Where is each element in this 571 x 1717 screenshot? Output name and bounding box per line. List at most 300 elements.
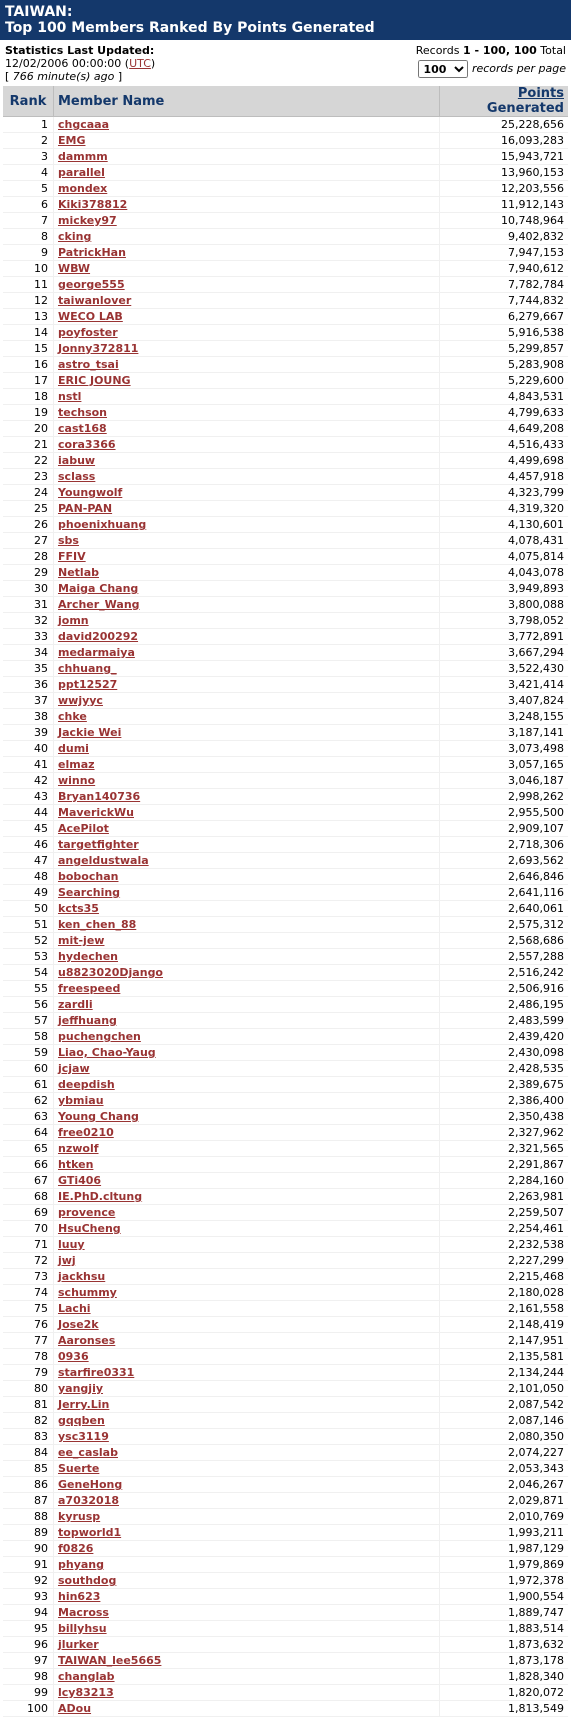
table-header-row	[3, 86, 568, 117]
member-name-cell	[54, 165, 440, 181]
member-link[interactable]: taiwanlover	[58, 294, 132, 307]
table-row	[3, 357, 568, 373]
points-cell: 7,947,153	[440, 245, 569, 261]
member-link[interactable]: cora3366	[58, 438, 116, 451]
member-link[interactable]: Jerry.Lin	[58, 1398, 110, 1411]
member-link[interactable]: chgcaaa	[58, 118, 110, 131]
table-row	[3, 1685, 568, 1701]
rank-cell: 100	[3, 1701, 54, 1717]
member-name-cell	[54, 213, 440, 229]
member-link[interactable]: Kiki378812	[58, 198, 128, 211]
member-link[interactable]: Jackie Wei	[58, 726, 122, 739]
member-name-cell	[54, 1077, 440, 1093]
member-link[interactable]: parallel	[58, 166, 105, 179]
member-link[interactable]: sbs	[58, 534, 79, 547]
member-link[interactable]: htken	[58, 1158, 94, 1171]
member-link[interactable]: gqqben	[58, 1414, 105, 1427]
points-cell: 2,998,262	[440, 789, 569, 805]
member-link[interactable]: kyrusp	[58, 1510, 101, 1523]
member-link[interactable]: 0936	[58, 1350, 89, 1363]
table-row	[3, 229, 568, 245]
rank-cell: 80	[3, 1381, 54, 1397]
member-name-cell	[54, 197, 440, 213]
table-row	[3, 1013, 568, 1029]
member-link[interactable]: phoenixhuang	[58, 518, 147, 531]
member-name-cell	[54, 229, 440, 245]
points-cell: 5,229,600	[440, 373, 569, 389]
rank-cell: 23	[3, 469, 54, 485]
rank-cell: 29	[3, 565, 54, 581]
table-row	[3, 1365, 568, 1381]
table-row	[3, 1669, 568, 1685]
member-name-cell	[54, 981, 440, 997]
per-page-select[interactable]	[418, 60, 468, 78]
table-row	[3, 901, 568, 917]
rank-cell: 41	[3, 757, 54, 773]
table-row	[3, 965, 568, 981]
rank-cell: 69	[3, 1205, 54, 1221]
member-name-cell	[54, 1317, 440, 1333]
rank-cell: 99	[3, 1685, 54, 1701]
member-link[interactable]: jcjaw	[58, 1062, 90, 1075]
member-name-cell	[54, 485, 440, 501]
points-cell: 2,646,846	[440, 869, 569, 885]
rank-cell: 67	[3, 1173, 54, 1189]
table-row	[3, 725, 568, 741]
rank-cell: 96	[3, 1637, 54, 1653]
rank-cell: 15	[3, 341, 54, 357]
points-cell: 2,148,419	[440, 1317, 569, 1333]
rank-cell: 62	[3, 1093, 54, 1109]
points-cell: 7,782,784	[440, 277, 569, 293]
points-cell: 2,215,468	[440, 1269, 569, 1285]
member-link[interactable]: starfire0331	[58, 1366, 135, 1379]
points-cell: 3,667,294	[440, 645, 569, 661]
member-link[interactable]: hydechen	[58, 950, 118, 963]
table-row	[3, 565, 568, 581]
minutes-ago-value: 766 minute(s) ago	[12, 70, 115, 83]
rank-cell: 6	[3, 197, 54, 213]
member-link[interactable]: ppt12527	[58, 678, 118, 691]
member-link[interactable]: poyfoster	[58, 326, 118, 339]
member-name-cell	[54, 1701, 440, 1717]
last-updated	[5, 44, 155, 83]
table-row	[3, 581, 568, 597]
member-link[interactable]: ysc3119	[58, 1430, 109, 1443]
member-link[interactable]: FFIV	[58, 550, 86, 563]
member-link[interactable]: zardli	[58, 998, 93, 1011]
rank-cell: 49	[3, 885, 54, 901]
table-row	[3, 693, 568, 709]
rank-cell: 82	[3, 1413, 54, 1429]
table-row	[3, 1301, 568, 1317]
member-link[interactable]: jlurker	[58, 1638, 99, 1651]
table-row	[3, 1269, 568, 1285]
member-link[interactable]: phyang	[58, 1558, 105, 1571]
table-row	[3, 1621, 568, 1637]
rank-cell: 94	[3, 1605, 54, 1621]
points-cell: 2,641,116	[440, 885, 569, 901]
member-name-cell	[54, 645, 440, 661]
member-link[interactable]: Jose2k	[58, 1318, 99, 1331]
member-link[interactable]: MaverickWu	[58, 806, 134, 819]
member-link[interactable]: provence	[58, 1206, 116, 1219]
rank-cell: 61	[3, 1077, 54, 1093]
rank-cell: 12	[3, 293, 54, 309]
member-link[interactable]: u8823020Django	[58, 966, 163, 979]
sort-points-link[interactable]: Points	[517, 86, 564, 101]
rank-cell: 95	[3, 1621, 54, 1637]
member-link[interactable]: jackhsu	[58, 1270, 106, 1283]
table-row	[3, 629, 568, 645]
points-cell: 2,227,299	[440, 1253, 569, 1269]
member-name-cell	[54, 1205, 440, 1221]
member-link[interactable]: iabuw	[58, 454, 96, 467]
rank-cell: 57	[3, 1013, 54, 1029]
points-cell: 1,873,178	[440, 1653, 569, 1669]
member-link[interactable]: GTi406	[58, 1174, 102, 1187]
table-row	[3, 597, 568, 613]
table-row	[3, 517, 568, 533]
points-cell: 1,987,129	[440, 1541, 569, 1557]
member-name-cell	[54, 1333, 440, 1349]
points-cell: 3,949,893	[440, 581, 569, 597]
points-cell: 2,718,306	[440, 837, 569, 853]
points-cell: 13,960,153	[440, 165, 569, 181]
member-link[interactable]: medarmaiya	[58, 646, 135, 659]
member-link[interactable]: Jonny372811	[58, 342, 139, 355]
rank-cell: 48	[3, 869, 54, 885]
table-row	[3, 389, 568, 405]
member-name-cell	[54, 1653, 440, 1669]
points-cell: 4,319,320	[440, 501, 569, 517]
table-row	[3, 437, 568, 453]
member-link[interactable]: hin623	[58, 1590, 101, 1603]
points-cell: 4,323,799	[440, 485, 569, 501]
rank-cell: 84	[3, 1445, 54, 1461]
points-cell: 1,889,747	[440, 1605, 569, 1621]
points-cell: 2,506,916	[440, 981, 569, 997]
member-name-cell	[54, 677, 440, 693]
rank-cell: 44	[3, 805, 54, 821]
member-link[interactable]: ERIC JOUNG	[58, 374, 131, 387]
points-cell: 2,483,599	[440, 1013, 569, 1029]
member-link[interactable]: AcePilot	[58, 822, 109, 835]
member-name-cell	[54, 1621, 440, 1637]
table-row	[3, 133, 568, 149]
table-row	[3, 1509, 568, 1525]
member-name-cell	[54, 629, 440, 645]
table-row	[3, 1477, 568, 1493]
member-name-cell	[54, 1685, 440, 1701]
points-cell: 2,439,420	[440, 1029, 569, 1045]
table-row	[3, 1637, 568, 1653]
rank-cell: 28	[3, 549, 54, 565]
rank-cell: 54	[3, 965, 54, 981]
points-cell: 2,087,146	[440, 1413, 569, 1429]
member-link[interactable]: HsuCheng	[58, 1222, 121, 1235]
member-link[interactable]: lcy83213	[58, 1686, 114, 1699]
points-cell: 2,074,227	[440, 1445, 569, 1461]
rank-cell: 74	[3, 1285, 54, 1301]
rank-cell: 38	[3, 709, 54, 725]
records-count	[416, 44, 566, 57]
table-row	[3, 1445, 568, 1461]
member-link[interactable]: mit-jew	[58, 934, 105, 947]
rank-cell: 93	[3, 1589, 54, 1605]
rank-cell: 19	[3, 405, 54, 421]
member-link[interactable]: david200292	[58, 630, 139, 643]
points-cell: 4,499,698	[440, 453, 569, 469]
member-name-cell	[54, 1013, 440, 1029]
member-link[interactable]: Archer_Wang	[58, 598, 140, 611]
member-link[interactable]: Suerte	[58, 1462, 100, 1475]
member-name-cell	[54, 1125, 440, 1141]
table-row	[3, 533, 568, 549]
member-link[interactable]: wwjyyc	[58, 694, 103, 707]
table-row	[3, 821, 568, 837]
member-name-cell	[54, 533, 440, 549]
member-link[interactable]: southdog	[58, 1574, 117, 1587]
column-header-points-rest: Generated	[486, 101, 564, 116]
rank-cell: 89	[3, 1525, 54, 1541]
member-link[interactable]: ADou	[58, 1702, 92, 1715]
points-cell: 2,284,160	[440, 1173, 569, 1189]
member-name-cell	[54, 1253, 440, 1269]
rank-cell: 9	[3, 245, 54, 261]
member-name-cell	[54, 1301, 440, 1317]
rank-cell: 34	[3, 645, 54, 661]
member-link[interactable]: freespeed	[58, 982, 121, 995]
member-link[interactable]: Young Chang	[58, 1110, 139, 1123]
table-row	[3, 789, 568, 805]
member-name-cell	[54, 661, 440, 677]
member-name-cell	[54, 1669, 440, 1685]
member-link[interactable]: a7032018	[58, 1494, 119, 1507]
member-link[interactable]: schummy	[58, 1286, 117, 1299]
table-row	[3, 1125, 568, 1141]
table-row	[3, 421, 568, 437]
points-cell: 2,254,461	[440, 1221, 569, 1237]
rank-cell: 56	[3, 997, 54, 1013]
member-link[interactable]: Lachi	[58, 1302, 91, 1315]
member-name-cell	[54, 1173, 440, 1189]
member-link[interactable]: nstl	[58, 390, 82, 403]
member-link[interactable]: IE.PhD.cltung	[58, 1190, 143, 1203]
member-name-cell	[54, 325, 440, 341]
member-name-cell	[54, 1637, 440, 1653]
member-link[interactable]: Macross	[58, 1606, 109, 1619]
member-name-cell	[54, 501, 440, 517]
member-link[interactable]: george555	[58, 278, 125, 291]
member-link[interactable]: ee_caslab	[58, 1446, 118, 1459]
table-row	[3, 1189, 568, 1205]
column-header-member-name: Member Name	[54, 86, 440, 117]
member-link[interactable]: free0210	[58, 1126, 114, 1139]
points-cell: 2,955,500	[440, 805, 569, 821]
member-link[interactable]: sclass	[58, 470, 96, 483]
member-name-cell	[54, 917, 440, 933]
member-name-cell	[54, 597, 440, 613]
member-link[interactable]: ybmiau	[58, 1094, 104, 1107]
table-row	[3, 1605, 568, 1621]
member-name-cell	[54, 1237, 440, 1253]
member-name-cell	[54, 1493, 440, 1509]
points-cell: 2,029,871	[440, 1493, 569, 1509]
member-link[interactable]: PatrickHan	[58, 246, 126, 259]
points-cell: 3,522,430	[440, 661, 569, 677]
table-row	[3, 1573, 568, 1589]
member-link[interactable]: astro_tsai	[58, 358, 119, 371]
member-link[interactable]: jwj	[58, 1254, 76, 1267]
table-row	[3, 1029, 568, 1045]
member-link[interactable]: nzwolf	[58, 1142, 99, 1155]
rank-cell: 86	[3, 1477, 54, 1493]
member-link[interactable]: cast168	[58, 422, 107, 435]
member-name-cell	[54, 1157, 440, 1173]
member-name-cell	[54, 1061, 440, 1077]
member-name-cell	[54, 1525, 440, 1541]
member-link[interactable]: jomn	[58, 614, 89, 627]
column-header-rank: Rank	[3, 86, 54, 117]
table-row	[3, 197, 568, 213]
table-row	[3, 757, 568, 773]
records-info	[416, 44, 566, 78]
member-name-cell	[54, 565, 440, 581]
rank-cell: 2	[3, 133, 54, 149]
rank-cell: 70	[3, 1221, 54, 1237]
points-cell: 3,248,155	[440, 709, 569, 725]
member-link[interactable]: Bryan140736	[58, 790, 141, 803]
member-name-cell	[54, 133, 440, 149]
points-cell: 2,327,962	[440, 1125, 569, 1141]
rank-cell: 75	[3, 1301, 54, 1317]
member-link[interactable]: Liao, Chao-Yaug	[58, 1046, 156, 1059]
table-row	[3, 885, 568, 901]
member-link[interactable]: Youngwolf	[58, 486, 123, 499]
member-name-cell	[54, 821, 440, 837]
member-link[interactable]: f0826	[58, 1542, 94, 1555]
member-link[interactable]: jeffhuang	[58, 1014, 117, 1027]
member-name-cell	[54, 997, 440, 1013]
member-link[interactable]: WECO LAB	[58, 310, 123, 323]
member-name-cell	[54, 613, 440, 629]
rank-cell: 83	[3, 1429, 54, 1445]
member-name-cell	[54, 933, 440, 949]
points-cell: 1,883,514	[440, 1621, 569, 1637]
member-link[interactable]: bobochan	[58, 870, 119, 883]
table-row	[3, 1173, 568, 1189]
points-cell: 2,135,581	[440, 1349, 569, 1365]
member-link[interactable]: luuy	[58, 1238, 85, 1251]
table-row	[3, 1397, 568, 1413]
table-row	[3, 709, 568, 725]
member-link[interactable]: puchengchen	[58, 1030, 141, 1043]
member-link[interactable]: Maiga Chang	[58, 582, 139, 595]
member-link[interactable]: EMG	[58, 134, 86, 147]
member-link[interactable]: GeneHong	[58, 1478, 123, 1491]
points-cell: 3,800,088	[440, 597, 569, 613]
member-link[interactable]: ken_chen_88	[58, 918, 137, 931]
member-link[interactable]: yangjiy	[58, 1382, 104, 1395]
points-cell: 1,993,211	[440, 1525, 569, 1541]
member-link[interactable]: chke	[58, 710, 87, 723]
points-cell: 6,279,667	[440, 309, 569, 325]
points-cell: 3,046,187	[440, 773, 569, 789]
member-link[interactable]: changlab	[58, 1670, 115, 1683]
points-cell: 2,428,535	[440, 1061, 569, 1077]
member-link[interactable]: Aaronses	[58, 1334, 116, 1347]
member-name-cell	[54, 1029, 440, 1045]
member-link[interactable]: dammm	[58, 150, 108, 163]
page-title	[0, 0, 571, 40]
datetime-value: 12/02/2006 00:00:00	[5, 57, 122, 70]
utc-link[interactable]: UTC	[129, 57, 151, 70]
rank-cell: 65	[3, 1141, 54, 1157]
member-link[interactable]: deepdish	[58, 1078, 115, 1091]
member-name-cell	[54, 1189, 440, 1205]
member-link[interactable]: cking	[58, 230, 92, 243]
member-link[interactable]: kcts35	[58, 902, 99, 915]
member-name-cell	[54, 245, 440, 261]
member-name-cell	[54, 773, 440, 789]
points-cell: 2,147,951	[440, 1333, 569, 1349]
member-link[interactable]: elmaz	[58, 758, 95, 771]
member-link[interactable]: WBW	[58, 262, 91, 275]
rank-cell: 60	[3, 1061, 54, 1077]
points-cell: 5,283,908	[440, 357, 569, 373]
points-cell: 1,828,340	[440, 1669, 569, 1685]
rank-cell: 30	[3, 581, 54, 597]
points-cell: 2,087,542	[440, 1397, 569, 1413]
member-link[interactable]: chhuang_	[58, 662, 117, 675]
member-name-cell	[54, 1445, 440, 1461]
rank-cell: 63	[3, 1109, 54, 1125]
points-cell: 7,744,832	[440, 293, 569, 309]
points-cell: 2,321,565	[440, 1141, 569, 1157]
points-cell: 2,259,507	[440, 1205, 569, 1221]
member-link[interactable]: techson	[58, 406, 108, 419]
member-link[interactable]: topworld1	[58, 1526, 122, 1539]
member-link[interactable]: billyhsu	[58, 1622, 107, 1635]
member-link[interactable]: Searching	[58, 886, 121, 899]
table-row	[3, 1205, 568, 1221]
rank-cell: 88	[3, 1509, 54, 1525]
rank-cell: 32	[3, 613, 54, 629]
member-link[interactable]: targetfighter	[58, 838, 139, 851]
table-row	[3, 837, 568, 853]
member-link[interactable]: angeldustwala	[58, 854, 149, 867]
points-cell: 11,912,143	[440, 197, 569, 213]
member-link[interactable]: winno	[58, 774, 96, 787]
member-link[interactable]: PAN-PAN	[58, 502, 113, 515]
member-name-cell	[54, 437, 440, 453]
member-name-cell	[54, 837, 440, 853]
table-row	[3, 1349, 568, 1365]
member-link[interactable]: TAIWAN_lee5665	[58, 1654, 162, 1667]
member-link[interactable]: Netlab	[58, 566, 99, 579]
rank-cell: 31	[3, 597, 54, 613]
member-link[interactable]: dumi	[58, 742, 89, 755]
points-cell: 4,649,208	[440, 421, 569, 437]
member-link[interactable]: mickey97	[58, 214, 117, 227]
member-name-cell	[54, 293, 440, 309]
table-row	[3, 277, 568, 293]
table-row	[3, 1237, 568, 1253]
member-name-cell	[54, 549, 440, 565]
member-link[interactable]: mondex	[58, 182, 108, 195]
points-cell: 5,299,857	[440, 341, 569, 357]
